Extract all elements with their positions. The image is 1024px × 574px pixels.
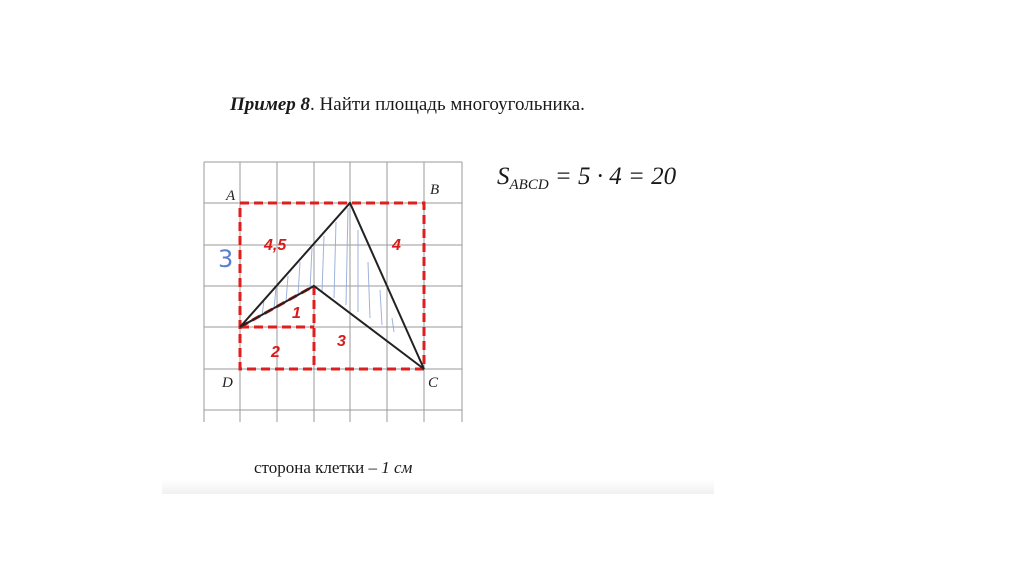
region-label-small: 1	[292, 305, 301, 322]
vertex-d-label: D	[222, 375, 233, 391]
region-label-bottom-left: 2	[271, 344, 280, 361]
vertex-b-label: B	[430, 182, 440, 198]
formula-expression: = 5 · 4 = 20	[548, 163, 677, 190]
caption-text: сторона клетки –	[254, 458, 382, 477]
example-number: Пример 8	[230, 94, 311, 115]
caption-unit: 1 см	[381, 458, 413, 477]
region-label-top-left: 4,5	[264, 237, 287, 254]
formula-s: S	[497, 163, 510, 190]
region-label-middle: 3	[337, 333, 346, 350]
handwritten-side-length: 3	[218, 245, 234, 273]
example-task: . Найти площадь многоугольника.	[310, 94, 585, 115]
vertex-a-label: A	[226, 188, 236, 204]
formula-subscript: ABCD	[509, 177, 549, 193]
vertex-c-label: C	[428, 375, 439, 391]
region-label-right: 4	[392, 237, 401, 254]
